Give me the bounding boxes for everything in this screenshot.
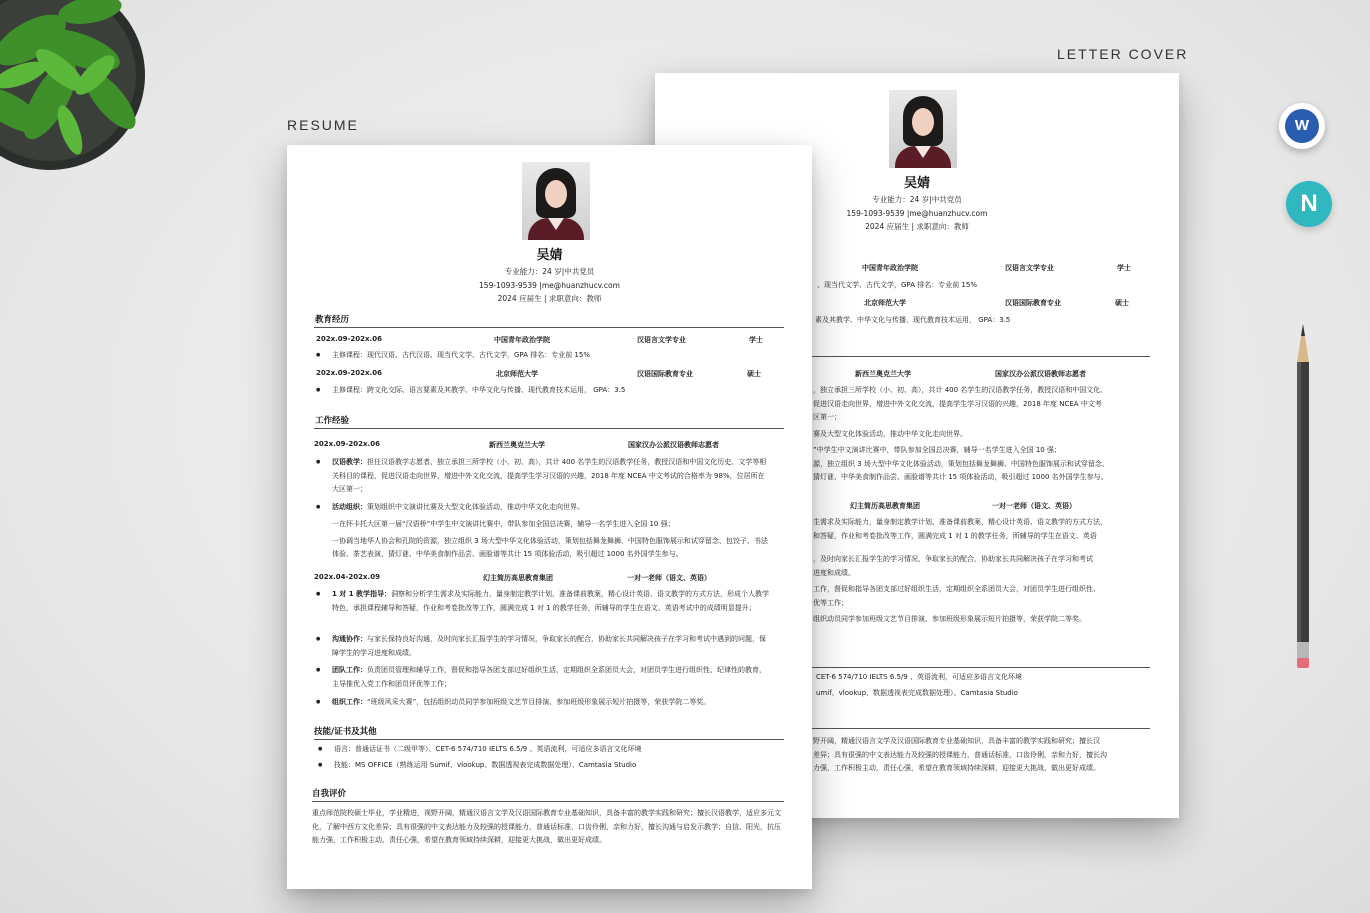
work-title: 工作经验: [315, 416, 350, 426]
self-eval-text: 重点师范院校硕士毕业，学业精进，视野开阔，精通汉语言文学及汉语国际教育专业基础知识，具备丰富的教学实践和研究；擅长汉语教学，适应多元文化，了解中西方文化差异；具有很强的中文表达能力及较强的授课能力，普通话标准，口齿伶俐，亲和力好，擅长沟通与启发示教学；自信、阳光，抗压能力强，工作积极主动，责任心强，希望在教育领域持续深耕，迎接更大挑战，做出更好成绩。: [312, 809, 781, 844]
cover-info: 专业能力：24 岁|中共党员 159-1093-9539 |me@huanzhucv.com 2024 应届生 | 求职意向：教师: [846, 195, 988, 231]
cover-divider-1: [805, 356, 1150, 357]
job-1-bullet-2: ● 活动组织：策划组织中文演讲比赛及大型文化体验活动，推动中华文化走向世界。: [332, 501, 770, 515]
cover-job-2-text: 生需求及实际能力，量身制定教学计划，准备课前教案，精心设计英语、语文教学的方式方法， 和答疑，作业和考卷批改等工作，圆满完成 1 对 1 的教学任务，所辅导的学生在语文、英语 ，及时向家长汇报学生的学习情况，争取家长的配合，协助家长共同解决孩子在学习和考试 进度和成绩。 工作，督促和指导各团支部过好组织生活，定期组织全系团员大会，对团员学生进行组织性、 优等工作； 组织动员同学参加班级文艺节目排演、参加班级形象展示短片拍摄等，荣获学院二等奖。: [813, 518, 1107, 623]
pencil-decoration: [1288, 322, 1318, 682]
cover-profile-photo: [889, 90, 957, 168]
work-rule: [314, 428, 784, 429]
job-2-bullet-1: ● 1 对 1 教学指导：洞察和分析学生需求及实际能力，量身制定教学计划，准备课前教案，精心设计英语、语文教学的方式方法，形成个人教学特色，承担课程辅导和答疑，作业和考卷批改等工作，圆满完成 1 对 1 的教学任务，所辅导的学生在语文、英语考试中的成绩明显提升；: [332, 588, 770, 615]
cover-skills-text: CET-6 574/710 IELTS 6.5/9 、英语流利，可适应多语言文化环境 umif、vlookup、数据透视表完成数据处理）、Camtasia Studio: [816, 673, 1022, 697]
letter-cover-label: LETTER COVER: [1057, 46, 1189, 62]
skills-language: ● 语言：普通话证书（二级甲等）、CET-6 574/710 IELTS 6.5/9 、英语流利，可适应多语言文化环境: [334, 743, 784, 757]
cover-name: 吴婧: [903, 176, 930, 191]
education-course-2: ● 主修课程：跨文化交际、语言要素及其教学、中华文化与传播、现代教育技术运用， GPA：3.5: [332, 384, 792, 398]
job-2-bullet-2: ● 沟通协作：与家长保持良好沟通，及时向家长汇报学生的学习情况，争取家长的配合，协助家长共同解决孩子在学习和考试中遇到的问题，保障学生的学习进度和成绩。: [332, 633, 770, 660]
job-2-bullet-3: ● 团队工作：负责团员管理和辅导工作，督促和指导各团支部过好组织生活，定期组织全系团员大会，对团员学生进行组织性、纪律性的教育，主导推优入党工作和团员评优等工作；: [332, 664, 770, 691]
job-1-bullet-1: ● 汉语教学：担任汉语教学志愿者，独立承担三所学校（小、初、高），共计 400 名学生的汉语教学任务，教授汉语和中国文化历史、文学等相关科目的课程，促进汉语走向世界，增进中外文化交流，提高学生学习汉语的兴趣，2018 年度 NCEA 中文考试的合格率为 98%，位居所在大区第一；: [332, 456, 770, 497]
education-title: 教育经历: [315, 315, 350, 325]
cover-job-1-text: ，独立承担三所学校（小、初、高），共计 400 名学生的汉语教学任务，教授汉语和中国文化、 促进汉语走向世界，增进中外文化交流，提高学生学习汉语的兴趣，2018 年度 NCEA 中文考 区第一； 赛及大型文化体验活动，推动中华文化走向世界。 ”中学生中文演讲比赛中，带队参加全国总决赛，辅导一名学生进入全国 10 强； 源，独立组织 3 场大型中华文化体验活动，策划包括舞龙舞狮、中国特色服饰展示和试穿留念、 猜灯谜、中华美食制作品尝、画脸谱等共计 15 项体验活动，吸引超过 1000 名外国学生参与。: [813, 386, 1109, 481]
resume-profile-photo: [522, 162, 590, 240]
word-doc-icon[interactable]: W: [1279, 103, 1325, 149]
skills-tools: ● 技能：MS OFFICE（熟练运用 Sumif、vlookup、数据透视表完成数据处理）、Camtasia Studio: [334, 759, 784, 773]
cover-edu-course-2: 素及其教学、中华文化与传播、现代教育技术运用， GPA：3.5: [815, 316, 1011, 324]
skills-title: 技能/证书及其他: [314, 727, 377, 737]
job-2-bullet-4: ● 组织工作：“班级风采大赛”，包括组织动员同学参加班级文艺节目排演、参加班级形象展示短片拍摄等，荣获学院二等奖。: [332, 696, 770, 710]
job-1-extra: 一在怀卡托大区第一届“汉语桥”中学生中文演讲比赛中，带队参加全国总决赛，辅导一名学生进入全国 10 强； 一协调当地华人协会和孔院的资源，独立组织 3 场大型中华文化体验活动，策划包括舞龙舞狮、中国特色服饰展示和试穿留念、包饺子、书法体验、茶艺表演、猜灯谜、中华美食制作品尝、画脸谱等共计 15 项体验活动，吸引超过 1000 名外国学生参与。: [332, 520, 768, 558]
skills-rule: [314, 739, 784, 740]
notion-icon[interactable]: N: [1286, 181, 1332, 227]
resume-sheet: 吴婧 专业能力：24 岁|中共党员 159-1093-9539 |me@huanzhucv.com 2024 应届生 | 求职意向：教师 教育经历 202x.09-202x.06 中国青年政治学院 汉语言文学专业 学士 ● 主修课程：现代汉语、古代汉语、现当代文学、古代文学，GPA 排名：专业前 15% 202x.09-202x.06 北京师范大学 汉语国际教育专业 硕士 ● 主修课程：跨文化交际、语言要素及其教学、中华文化与传播、现代教育技术运用， GPA：3.5 工作经验 202x.09-202x.06 新西兰奥克兰大学 国家汉办公派汉语教师志愿者 ● 汉语教学：担任汉语教学志愿者，独立承担三所学校（小、初、高），共计 400 名学生的汉语教学任务，教授汉语和中国文化历史、文学等相关科目的课程，促进汉语走向世界，增进中外文化交流，提高学生学习汉语的兴趣，2018 年度 NCEA 中文考试的合格率为 98%，位居所在大区第一； ● 活动组织：策划组织中文演讲比赛及大型文化体验活动，推动中华文化走向世界。 一在怀卡托大区第一届“汉语桥”中学生中文演讲比赛中，带队参加全国总决赛，辅导一名学生进入全国 10 强； 一协调当地华人协会和孔院的资源，独立组织 3 场大型中华文化体验活动，策划包括舞龙舞狮、中国特色服饰展示和试穿留念、包饺子、书法体验、茶艺表演、猜灯谜、中华美食制作品尝、画脸谱等共计 15 项体验活动，吸引超过 1000 名外国学生参与。 202x.04-202x.09 幻主简历高思教育集团 一对一老师（语文、英语） ● 1 对 1 教学指导：洞察和分析学生需求及实际能力，量身制定教学计划，准备课前教案，精心设计英语、语文教学的方式方法，形成个人教学特色，承担课程辅导和答疑，作业和考卷批改等工作，圆满完成 1 对 1 的教学任务，所辅导的学生在语文、英语考试中的成绩明显提升； ● 沟通协作：与家长保持良好沟通，及时向家长汇报学生的学习情况，争取家长的配合，协助家长共同解决孩子在学习和考试中遇到的问题，保障学生的学习进度和成绩。 ● 团队工作：负责团员管理和辅导工作，督促和指导各团支部过好组织生活，定期组织全系团员大会，对团员学生进行组织性、纪律性的教育，主导推优入党工作和团员评优等工作； ● 组织工作：“班级风采大赛”，包括组织动员同学参加班级文艺节目排演、参加班级形象展示短片拍摄等，荣获学院二等奖。 技能/证书及其他 ● 语言：普通话证书（二级甲等）、CET-6 574/710 IELTS 6.5/9 、英语流利，可适应多语言文化环境 ● 技能：MS OFFICE（熟练运用 Sumif、vlookup、数据透视表完成数据处理）、Camtasia Studio 自我评价 重点师范院校硕士毕业，学业精进，视野开阔，精通汉语言文学及汉语国际教育专业基础知识，具备丰富的教学实践和研究；擅长汉语教学，适应多元文化，了解中西方文化差异；具有很强的中文表达能力及较强的授课能力，普通话标准，口齿伶俐，亲和力好，擅长沟通与启发示教学；自信、阳光，抗压能力强，工作积极主动，责任心强，希望在教育领域持续深耕，迎接更大挑战，做出更好成绩。: [287, 145, 812, 889]
cover-self-text: 野开阔，精通汉语言文学及汉语国际教育专业基础知识，具备丰富的教学实践和研究；擅长汉 差异；具有很强的中文表达能力及较强的授课能力，普通话标准，口齿伶俐，亲和力好，擅长沟 力强，工作积极主动，责任心强，希望在教育领域持续深耕，迎接更大挑战，做出更好成绩。: [813, 737, 1107, 772]
resume-name: 吴婧: [536, 248, 563, 263]
cover-divider-3: [805, 728, 1150, 729]
plant-decoration: [0, 0, 170, 190]
education-rule: [314, 327, 784, 328]
cover-divider-2: [805, 667, 1150, 668]
resume-info: 专业能力：24 岁|中共党员 159-1093-9539 |me@huanzhucv.com 2024 应届生 | 求职意向：教师: [479, 267, 620, 303]
resume-label: RESUME: [287, 117, 359, 133]
education-course-1: ● 主修课程：现代汉语、古代汉语、现当代文学、古代文学，GPA 排名：专业前 15%: [332, 349, 792, 363]
letter-cover-sheet: 吴婧 专业能力：24 岁|中共党员 159-1093-9539 |me@huanzhucv.com 2024 应届生 | 求职意向：教师 中国青年政治学院 汉语言文学专业 学士 、现当代文学、古代文学，GPA 排名：专业前 15% 北京师范大学 汉语国际教育专业 硕士 素及其教学、中华文化与传播、现代教育技术运用， GPA：3.5 新西兰奥克兰大学 国家汉办公派汉语教师志愿者 ，独立承担三所学校（小、初、高），共计 400 名学生的汉语教学任务，教授汉语和中国文化、 促进汉语走向世界，增进中外文化交流，提高学生学习汉语的兴趣，2018 年度 NCEA 中文考 区第一； 赛及大型文化体验活动，推动中华文化走向世界。 ”中学生中文演讲比赛中，带队参加全国总决赛，辅导一名学生进入全国 10 强； 源，独立组织 3 场大型中华文化体验活动，策划包括舞龙舞狮、中国特色服饰展示和试穿留念、 猜灯谜、中华美食制作品尝、画脸谱等共计 15 项体验活动，吸引超过 1000 名外国学生参与。 幻主简历高思教育集团 一对一老师（语文、英语） 生需求及实际能力，量身制定教学计划，准备课前教案，精心设计英语、语文教学的方式方法， 和答疑，作业和考卷批改等工作，圆满完成 1 对 1 的教学任务，所辅导的学生在语文、英语 ，及时向家长汇报学生的学习情况，争取家长的配合，协助家长共同解决孩子在学习和考试 进度和成绩。 工作，督促和指导各团支部过好组织生活，定期组织全系团员大会，对团员学生进行组织性、 优等工作； 组织动员同学参加班级文艺节目排演、参加班级形象展示短片拍摄等，荣获学院二等奖。 CET-6 574/710 IELTS 6.5/9 、英语流利，可适应多语言文化环境 umif、vlookup、数据透视表完成数据处理）、Camtasia Studio 野开阔，精通汉语言文学及汉语国际教育专业基础知识，具备丰富的教学实践和研究；擅长汉 差异；具有很强的中文表达能力及较强的授课能力，普通话标准，口齿伶俐，亲和力好，擅长沟 力强，工作积极主动，责任心强，希望在教育领域持续深耕，迎接更大挑战，做出更好成绩。: [655, 73, 1179, 818]
self-eval-rule: [312, 801, 784, 802]
cover-edu-course-1: 、现当代文学、古代文学，GPA 排名：专业前 15%: [817, 281, 977, 289]
self-eval-title: 自我评价: [312, 789, 347, 799]
